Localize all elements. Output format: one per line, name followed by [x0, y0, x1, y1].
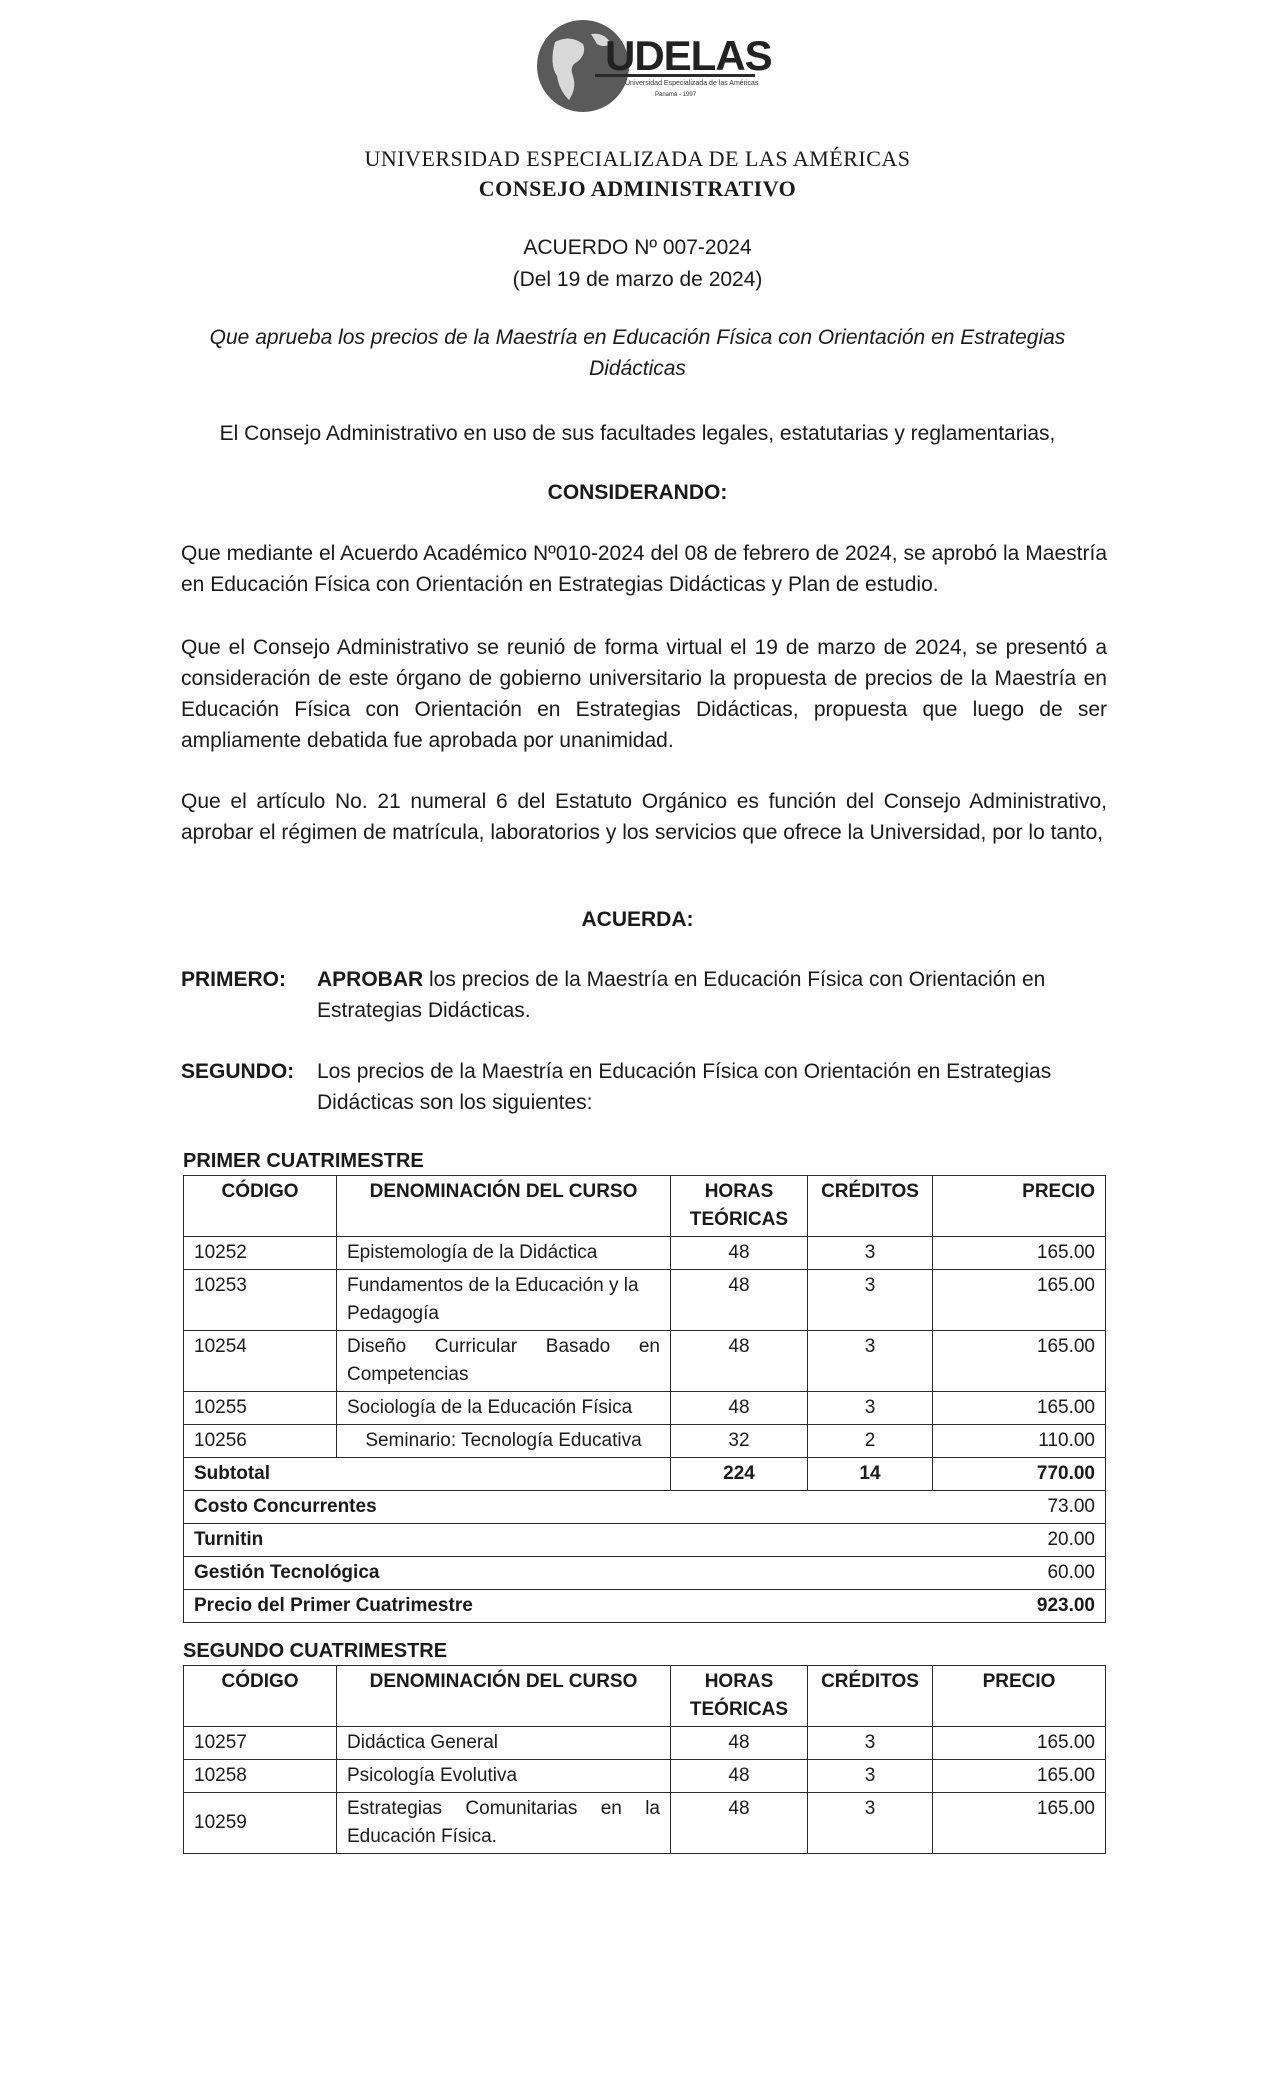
primero-bold: APROBAR	[317, 968, 424, 991]
subtotal-precio: 770.00	[933, 1458, 1106, 1491]
table-header-row	[184, 1176, 1106, 1237]
cell-horas: 48	[671, 1793, 808, 1854]
agreement-date: (Del 19 de marzo de 2024)	[512, 268, 763, 291]
cell-creditos: 3	[808, 1793, 933, 1854]
logo-subtitle: Universidad Especializada de las Américas	[625, 80, 759, 87]
considerando-2: Que el Consejo Administrativo se reunió de forma virtual el 19 de marzo de 2024, se presentó a consideración de este órgano de gobierno universitario la propuesta de precios de la Maestría en Educación Física con Orientación en Estrategias Didácticas, propuesta que luego de ser ampliamente debatida fue aprobada por unanimidad.	[181, 636, 1107, 752]
cell-precio: 165.00	[933, 1793, 1106, 1854]
cell-horas: 32	[671, 1425, 808, 1458]
cell-precio: 165.00	[933, 1392, 1106, 1425]
table-row	[184, 1727, 1106, 1760]
cell-horas: 48	[671, 1270, 808, 1331]
cell-creditos: 3	[808, 1760, 933, 1793]
cell-creditos: 3	[808, 1237, 933, 1270]
cell-creditos: 3	[808, 1331, 933, 1392]
cell-curso: Epistemología de la Didáctica	[337, 1237, 671, 1270]
cell-curso: Seminario: Tecnología Educativa	[337, 1425, 671, 1458]
cell-creditos: 2	[808, 1425, 933, 1458]
cell-codigo: 10253	[184, 1270, 337, 1331]
subject-line-2: Didácticas	[589, 357, 686, 380]
cell-precio: 165.00	[933, 1760, 1106, 1793]
col-creditos: CRÉDITOS	[808, 1176, 933, 1237]
extra-label: Turnitin	[184, 1524, 933, 1557]
extra-precio: 73.00	[933, 1491, 1106, 1524]
total-precio: 923.00	[933, 1590, 1106, 1623]
considerando-title: CONSIDERANDO:	[547, 481, 728, 504]
cell-precio: 110.00	[933, 1425, 1106, 1458]
cell-precio: 165.00	[933, 1331, 1106, 1392]
council-name: CONSEJO ADMINISTRATIVO	[478, 176, 797, 201]
acuerda-title: ACUERDA:	[581, 908, 694, 931]
cell-creditos: 3	[808, 1270, 933, 1331]
extra-label: Gestión Tecnológica	[184, 1557, 933, 1590]
cell-horas: 48	[671, 1760, 808, 1793]
col-creditos: CRÉDITOS	[808, 1666, 933, 1727]
cell-codigo: 10254	[184, 1331, 337, 1392]
cell-horas: 48	[671, 1237, 808, 1270]
segundo-cuatrimestre-table	[183, 1665, 1106, 1854]
udelas-logo	[525, 14, 772, 114]
cell-curso: Diseño Curricular Basado en Competencias	[337, 1331, 671, 1392]
extra-precio: 20.00	[933, 1524, 1106, 1557]
intro-text: El Consejo Administrativo en uso de sus facultades legales, estatutarias y reglamentarias,	[219, 422, 1056, 445]
table-row	[184, 1237, 1106, 1270]
cell-precio: 165.00	[933, 1237, 1106, 1270]
total-label: Precio del Primer Cuatrimestre	[184, 1590, 933, 1623]
subtotal-creditos: 14	[808, 1458, 933, 1491]
cell-codigo: 10252	[184, 1237, 337, 1270]
table-header-row	[184, 1666, 1106, 1727]
cell-curso: Estrategias Comunitarias en la Educación Física.	[337, 1793, 671, 1854]
extra-row	[184, 1524, 1106, 1557]
considerando-3: Que el artículo No. 21 numeral 6 del Estatuto Orgánico es función del Consejo Administrativo, aprobar el régimen de matrícula, laboratorios y los servicios que ofrece la Universidad, por lo tanto,	[181, 790, 1107, 844]
cell-curso: Fundamentos de la Educación y la Pedagogía	[337, 1270, 671, 1331]
cell-creditos: 3	[808, 1392, 933, 1425]
col-horas: HORAS TEÓRICAS	[671, 1666, 808, 1727]
cell-codigo: 10255	[184, 1392, 337, 1425]
university-name: UNIVERSIDAD ESPECIALIZADA DE LAS AMÉRICAS	[364, 146, 911, 171]
considerando-1: Que mediante el Acuerdo Académico Nº010-2024 del 08 de febrero de 2024, se aprobó la Maestría en Educación Física con Orientación en Estrategias Didácticas y Plan de estudio.	[181, 542, 1107, 596]
cell-curso: Sociología de la Educación Física	[337, 1392, 671, 1425]
segundo-label: SEGUNDO:	[181, 1060, 295, 1083]
cell-codigo: 10256	[184, 1425, 337, 1458]
primero-text	[317, 964, 1107, 1026]
extra-precio: 60.00	[933, 1557, 1106, 1590]
table-row	[184, 1793, 1106, 1854]
primero-label: PRIMERO:	[181, 968, 286, 991]
total-row	[184, 1590, 1106, 1623]
cell-horas: 48	[671, 1392, 808, 1425]
extra-row	[184, 1557, 1106, 1590]
table-row	[184, 1392, 1106, 1425]
col-horas: HORAS TEÓRICAS	[671, 1176, 808, 1237]
col-codigo: CÓDIGO	[184, 1176, 337, 1237]
extra-row	[184, 1491, 1106, 1524]
primer-cuatrimestre-table	[183, 1175, 1106, 1623]
logo-wordmark: UDELAS	[605, 32, 772, 79]
cell-curso: Psicología Evolutiva	[337, 1760, 671, 1793]
cell-horas: 48	[671, 1331, 808, 1392]
logo-place: Panamá - 1997	[655, 92, 697, 98]
cell-curso: Didáctica General	[337, 1727, 671, 1760]
cell-codigo: 10257	[184, 1727, 337, 1760]
primero-body: los precios de la Maestría en Educación Física con Orientación en Estrategias Didácticas.	[317, 968, 1046, 1022]
col-precio: PRECIO	[933, 1176, 1106, 1237]
cell-precio: 165.00	[933, 1727, 1106, 1760]
primer-cuatrimestre-title: PRIMER CUATRIMESTRE	[183, 1150, 424, 1172]
cell-codigo: 10259	[184, 1793, 337, 1854]
subtotal-horas: 224	[671, 1458, 808, 1491]
cell-horas: 48	[671, 1727, 808, 1760]
subtotal-label: Subtotal	[184, 1458, 671, 1491]
agreement-number: ACUERDO Nº 007-2024	[523, 236, 752, 259]
segundo-text: Los precios de la Maestría en Educación Física con Orientación en Estrategias Didácticas son los siguientes:	[317, 1060, 1052, 1114]
col-denominacion: DENOMINACIÓN DEL CURSO	[337, 1176, 671, 1237]
cell-codigo: 10258	[184, 1760, 337, 1793]
table-row	[184, 1331, 1106, 1392]
table-row	[184, 1760, 1106, 1793]
col-codigo: CÓDIGO	[184, 1666, 337, 1727]
table-row	[184, 1425, 1106, 1458]
segundo-cuatrimestre-title: SEGUNDO CUATRIMESTRE	[183, 1640, 448, 1662]
subtotal-row	[184, 1458, 1106, 1491]
col-precio: PRECIO	[933, 1666, 1106, 1727]
cell-precio: 165.00	[933, 1270, 1106, 1331]
col-denominacion: DENOMINACIÓN DEL CURSO	[337, 1666, 671, 1727]
table-row	[184, 1270, 1106, 1331]
subject-line-1: Que aprueba los precios de la Maestría en Educación Física con Orientación en Estrategias	[209, 326, 1066, 349]
cell-creditos: 3	[808, 1727, 933, 1760]
extra-label: Costo Concurrentes	[184, 1491, 933, 1524]
